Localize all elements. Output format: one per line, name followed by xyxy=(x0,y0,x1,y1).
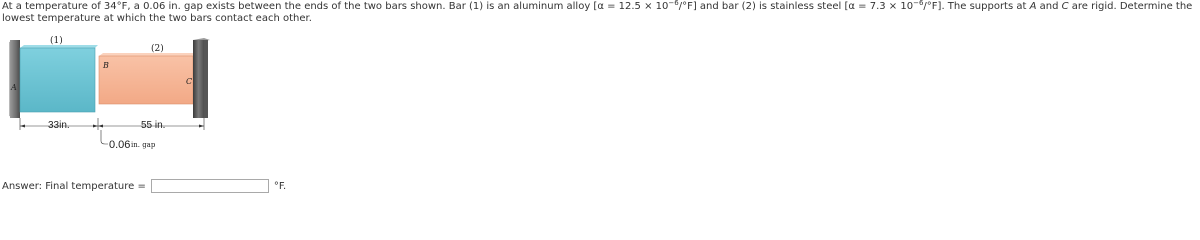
bar-2-label: (2) xyxy=(151,44,164,54)
bar-2 xyxy=(99,53,197,104)
gap-value: 0.06 xyxy=(109,139,131,151)
point-b-label: B xyxy=(103,61,109,70)
problem-statement: At a temperature of 34°F, a 0.06 in. gap exists between the ends of the two bars shown. Bar (1) is an aluminum alloy $[\alpha = 12.5 \times 10^{-6}/^\circ F]$ and bar (2) is stainless steel $[\alpha = 7.3 \times 10^{-6}/^\circ F]$. The supports at A and C are rigid. Determine the lowest temperature at which the two bars contact each other. xyxy=(2,0,1193,24)
bar-1-length: 33in. xyxy=(48,120,70,131)
point-a-label: A xyxy=(11,83,17,92)
final-temperature-input[interactable] xyxy=(151,179,269,193)
point-c-label: C xyxy=(186,77,193,86)
support-a xyxy=(9,40,20,118)
support-c xyxy=(193,38,210,118)
bars-figure xyxy=(0,34,220,159)
answer-row xyxy=(2,178,286,194)
bar-2-length: 55 in. xyxy=(141,120,166,131)
answer-unit: °F. xyxy=(273,180,287,192)
gap-unit: in. gap xyxy=(131,141,156,149)
answer-label: Answer: Final temperature = xyxy=(2,180,146,192)
bars-diagram xyxy=(0,34,220,159)
bar-1-label: (1) xyxy=(50,36,63,46)
bar-1 xyxy=(20,45,98,112)
